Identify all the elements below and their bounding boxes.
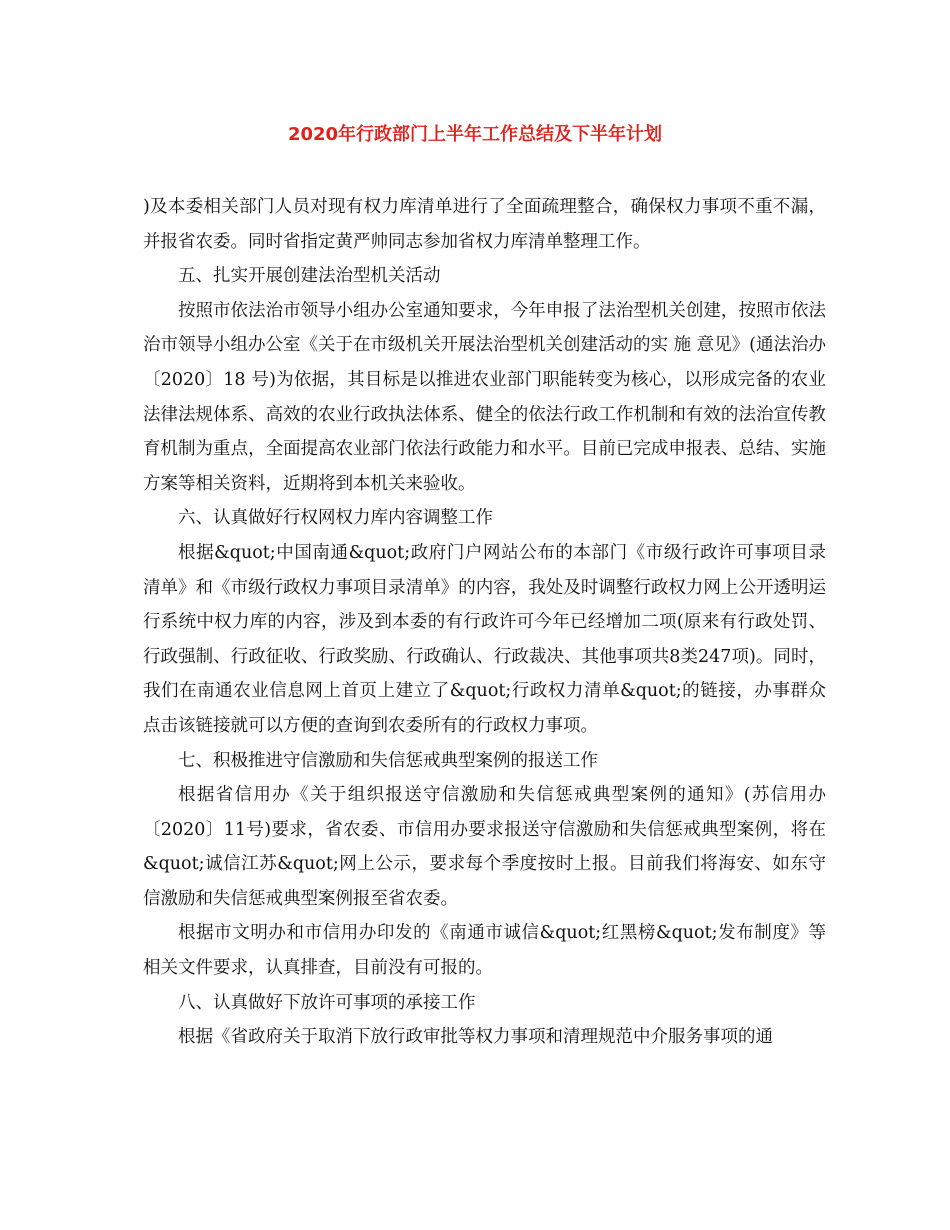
page-title: 2020年行政部门上半年工作总结及下半年计划	[287, 124, 663, 145]
section-heading: 五、扎实开展创建法治型机关活动	[178, 266, 441, 287]
paragraph: 按照市依法治市领导小组办公室通知要求，今年申报了法治型机关创建，按照市依法治市领导小组办公室《关于在市级机关开展法治型机关创建活动的实 施 意见》(通法治办〔2020〕18 号)为依据，其目标是以推进农业部门职能转变为核心，以形成完备的农业法律法规体系、高效的农业行政执法体系、健全的依法行政工作机制和有效的法治宣传教育机制为重点，全面提高农业部门依法行政能力和水平。目前已完成申报表、总结、实施方案等相关资料，近期将到本机关来验收。	[143, 300, 826, 494]
paragraph: 根据&quot;中国南通&quot;政府门户网站公布的本部门《市级行政许可事项目录清单》和《市级行政权力事项目录清单》的内容，我处及时调整行政权力网上公开透明运行系统中权力库的内容，涉及到本委的有行政许可今年已经增加二项(原来有行政处罚、行政强制、行政征收、行政奖励、行政确认、行政裁决、其他事项共8类247项)。同时，我们在南通农业信息网上首页上建立了&quot;行政权力清单&quot;的链接，办事群众点击该链接就可以方便的查询到农委所有的行政权力事项。	[143, 542, 826, 736]
document-body	[143, 190, 826, 1055]
section-heading: 七、积极推进守信激励和失信惩戒典型案例的报送工作	[178, 750, 598, 771]
paragraph: 根据市文明办和市信用办印发的《南通市诚信&quot;红黑榜&quot;发布制度》等相关文件要求，认真排查，目前没有可报的。	[143, 923, 826, 979]
section-heading: 八、认真做好下放许可事项的承接工作	[178, 992, 476, 1013]
paragraph: )及本委相关部门人员对现有权力库清单进行了全面疏理整合，确保权力事项不重不漏，并报省农委。同时省指定黄严帅同志参加省权力库清单整理工作。	[143, 197, 826, 252]
paragraph: 根据省信用办《关于组织报送守信激励和失信惩戒典型案例的通知》(苏信用办〔2020〕11号)要求，省农委、市信用办要求报送守信激励和失信惩戒典型案例，将在&quot;诚信江苏&quot;网上公示，要求每个季度按时上报。目前我们将海安、如东守信激励和失信惩戒典型案例报至省农委。	[143, 785, 826, 909]
section-heading: 六、认真做好行权网权力库内容调整工作	[178, 508, 493, 529]
paragraph: 根据《省政府关于取消下放行政审批等权力事项和清理规范中介服务事项的通	[178, 1027, 773, 1048]
